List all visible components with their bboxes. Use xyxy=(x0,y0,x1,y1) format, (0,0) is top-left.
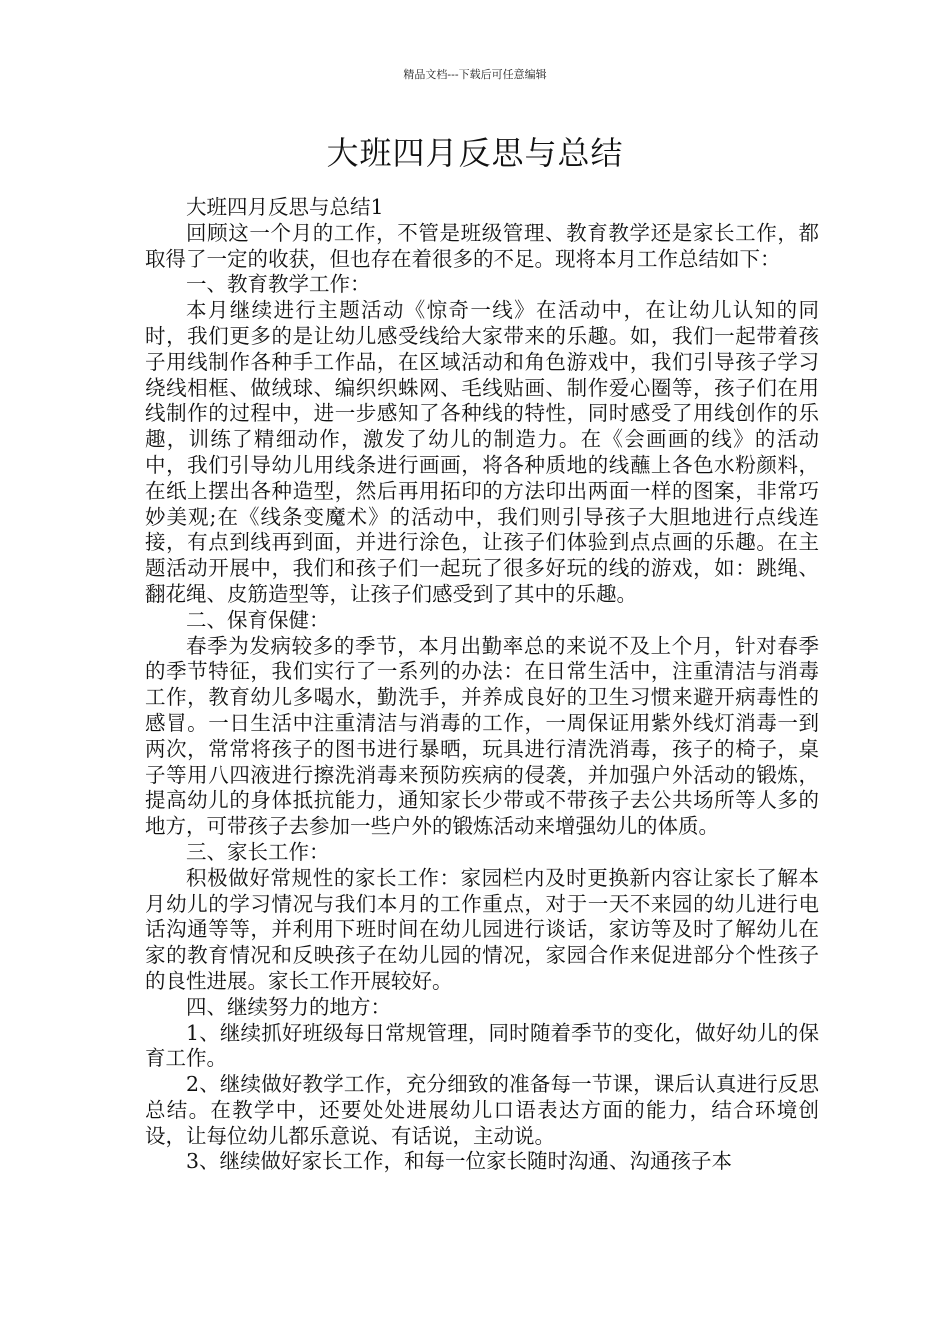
list-item: 1、继续抓好班级每日常规管理，同时随着季节的变化，做好幼儿的保育工作。 xyxy=(145,1020,819,1071)
section-heading: 大班四月反思与总结1 xyxy=(186,195,384,219)
list-item: 3、继续做好家长工作，和每一位家长随时沟通、沟通孩子本 xyxy=(186,1149,733,1174)
section-heading: 三、家长工作： xyxy=(186,839,330,864)
list-item: 2、继续做好教学工作，充分细致的准备每一节课，课后认真进行反思总结。在教学中，还要处处进展幼儿口语表达方面的能力，结合环境创设，让每位幼儿都乐意说、有话说，主动说。 xyxy=(145,1072,819,1148)
section-heading: 一、教育教学工作： xyxy=(186,272,371,297)
section-heading: 二、保育保健： xyxy=(186,607,330,632)
section-heading: 四、继续努力的地方： xyxy=(186,994,391,1019)
body-paragraph: 春季为发病较多的季节，本月出勤率总的来说不及上个月，针对春季的季节特征，我们实行了一系列的办法：在日常生活中，注重清洁与消毒工作，教育幼儿多喝水，勤洗手，并养成良好的卫生习惯来避开病毒性的感冒。一日生活中注重清洁与消毒的工作，一周保证用紫外线灯消毒一到两次，常常将孩子的图书进行暴晒，玩具进行清洗消毒，孩子的椅子，桌子等用八四液进行擦洗消毒来预防疾病的侵袭，并加强户外活动的锻炼，提高幼儿的身体抵抗能力，通知家长少带或不带孩子去公共场所等人多的地方，可带孩子去参加一些户外的锻炼活动来增强幼儿的体质。 xyxy=(145,633,819,839)
document-title: 大班四月反思与总结 xyxy=(326,134,624,172)
body-paragraph: 本月继续进行主题活动《惊奇一线》在活动中，在让幼儿认知的同时，我们更多的是让幼儿感受线给大家带来的乐趣。如，我们一起带着孩子用线制作各种手工作品，在区域活动和角色游戏中，我们引导孩子学习绕线相框、做绒球、编织织蛛网、毛线贴画、制作爱心圈等，孩子们在用线制作的过程中，进一步感知了各种线的特性，同时感受了用线创作的乐趣，训练了精细动作，激发了幼儿的制造力。在《会画画的线》的活动中，我们引导幼儿用线条进行画画，将各种质地的线蘸上各色水粉颜料，在纸上摆出各种造型，然后再用拓印的方法印出两面一样的图案，非常巧妙美观;在《线条变魔术》的活动中，我们则引导孩子大胆地进行点线连接，有点到线再到面，并进行涂色，让孩子们体验到点点画的乐趣。在主题活动开展中，我们和孩子们一起玩了很多好玩的线的游戏，如：跳绳、翻花绳、皮筋造型等，让孩子们感受到了其中的乐趣。 xyxy=(145,298,819,606)
document-body xyxy=(145,195,819,1175)
body-paragraph: 回顾这一个月的工作，不管是班级管理、教育教学还是家长工作，都取得了一定的收获，但也存在着很多的不足。现将本月工作总结如下： xyxy=(145,220,819,271)
body-paragraph: 积极做好常规性的家长工作：家园栏内及时更换新内容让家长了解本月幼儿的学习情况与我们本月的工作重点，对于一天不来园的幼儿进行电话沟通等等，并利用下班时间在幼儿园进行谈话，家访等及时了解幼儿在家的教育情况和反映孩子在幼儿园的情况，家园合作来促进部分个性孩子的良性进展。家长工作开展较好。 xyxy=(145,865,819,993)
header-note: 精品文档---下载后可任意编辑 xyxy=(403,68,547,81)
